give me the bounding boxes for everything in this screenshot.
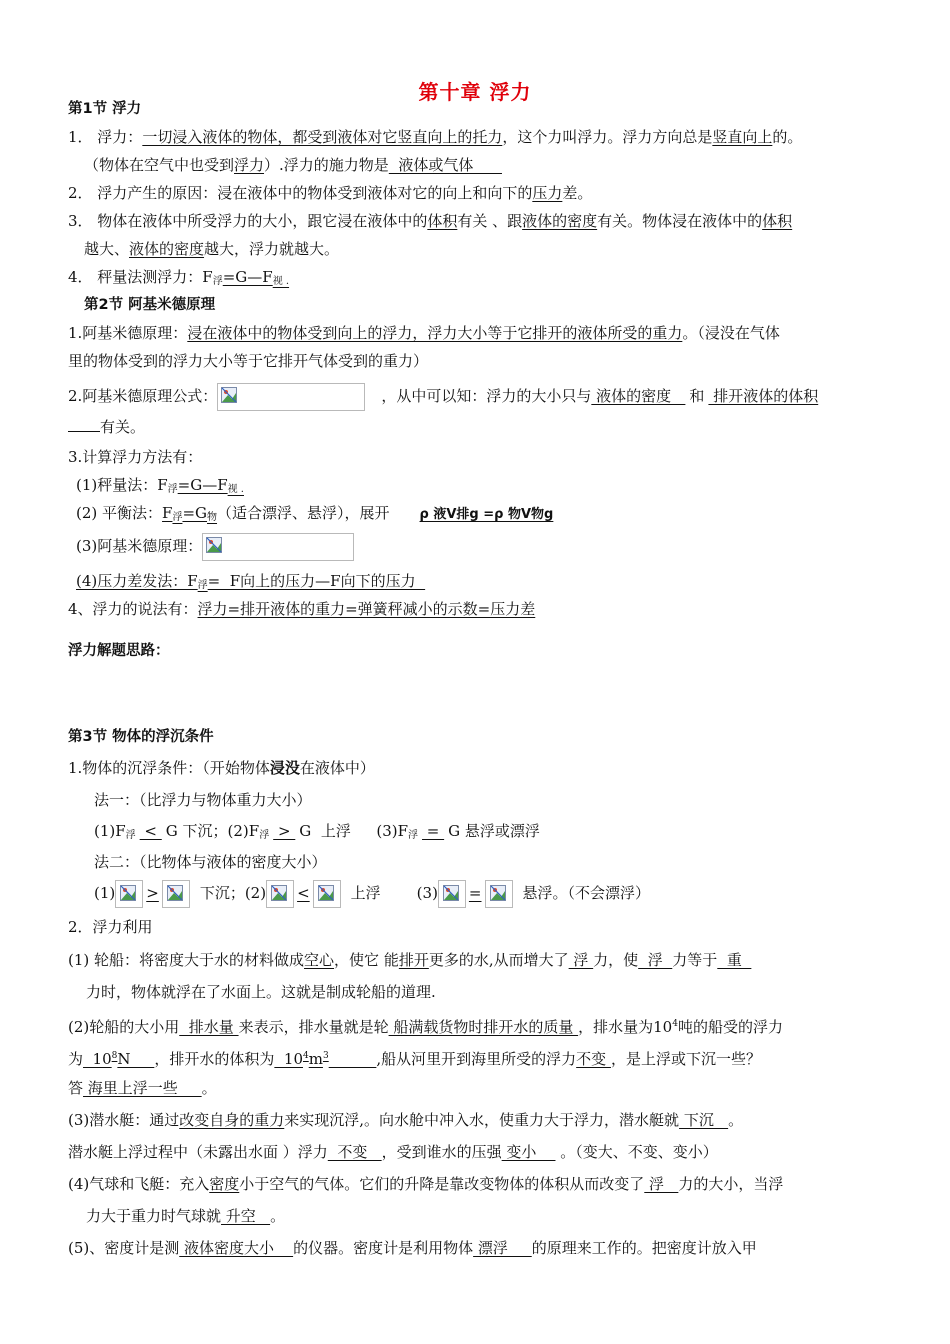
text-line: (1) > 下沉；(2) < 上浮 (3) = 悬浮。（不会漂浮） [94,880,650,908]
section-heading-1: 第1节 浮力 [68,101,142,117]
text-line: 里的物体受到的浮力大小等于它排开气体受到的重力） [68,352,429,370]
text-line: $(1)F_浮 < G$ 下沉；$(2)F_浮 > G$ 上浮 $(3)F_浮 = G$ 悬浮或漂浮 [94,822,540,841]
text-line: 2.阿基米德原理公式： ，从中可以知：浮力的大小只与 液体的密度 和 排开液体的体积 [68,383,818,411]
text-line: 法二：（比物体与液体的密度大小） [94,853,327,871]
text-line: (3)潜水艇：通过改变自身的重力来实现沉浮,。向水舱中冲入水，使重力大于浮力，潜水艇就 下沉 。 [68,1111,744,1129]
text-line: (2) 平衡法：$F_浮=G_物$（适合漂浮、悬浮），展开 ρ 液V排g =ρ 物V物g [76,504,554,523]
text-line: 3.计算浮力方法有： [68,448,203,466]
text-line: (4)气球和飞艇：充入密度小于空气的气体。它们的升降是靠改变物体的体积从而改变了 浮 力的大小，当浮 [68,1175,784,1193]
broken-image-icon [206,537,222,553]
text-line: 力大于重力时气球就 升空 。 [86,1207,286,1225]
text-line: 答 海里上浮一些 。 [68,1079,217,1097]
text-line: 有关。 [68,415,145,438]
section-heading-2: 第2节 阿基米德原理 [84,297,216,313]
text-line: 越大、液体的密度越大，浮力就越大。 [84,240,340,258]
rho-image [162,880,190,908]
text-line: (1)秤量法：$F_浮=G—F_{视 .}$ [76,476,244,495]
text-line: 4、浮力的说法有：浮力=排开液体的重力=弹簧秤减小的示数=压力差 [68,600,536,618]
text-line: 潜水艇上浮过程中（未露出水面 ）浮力 不变 ，受到谁水的压强 变小 。（变大、不变、变小） [68,1143,718,1161]
text-line: 1． 浮力：一切浸入液体的物体，都受到液体对它竖直向上的托力，这个力叫浮力。浮力方向总是竖直向上的。 [68,128,803,146]
text-line: 2．浮力利用 [68,918,153,936]
broken-image-icon [443,885,459,901]
text-line: （物体在空气中也受到浮力）.浮力的施力物是 液体或气体 [84,156,502,174]
text-line: 力时，物体就浮在了水面上。这就是制成轮船的道理. [86,983,436,1001]
formula-image [202,533,354,561]
text-line: (1) 轮船：将密度大于水的材料做成空心，使它 能排开更多的水,从而增大了 浮 力，使 浮 力等于 重 [68,951,752,969]
broken-image-icon [221,387,237,403]
broken-image-icon [271,885,287,901]
text-line: 为 $10^8N$ ，排开水的体积为 $10^4m^3$ ,船从河里开到海里所受的浮力不变 ，是上浮或下沉一些？ [68,1050,761,1068]
broken-image-icon [167,885,183,901]
text-line: (4)压力差发法：$F_浮= F$向上的压力—F向下的压力 [76,572,426,591]
text-line: 4． 秤量法测浮力：$F_浮=G—F_{视 .}$ [68,268,290,287]
text-line: (5)、密度计是测 液体密度大小 的仪器。密度计是利用物体 漂浮 的原理来工作的。把密度计放入甲 [68,1239,757,1257]
text-line: (2)轮船的大小用 排水量 来表示，排水量就是轮 船满载货物时排开水的质量 ，排水量为$10^4$吨的船受的浮力 [68,1018,783,1036]
formula-image [217,383,365,411]
rho-image [266,880,294,908]
text-line: 法一：（比浮力与物体重力大小） [94,791,312,809]
broken-image-icon [120,885,136,901]
text-line: (3)阿基米德原理： [76,533,354,561]
rho-image [115,880,143,908]
section-heading-3: 第3节 物体的浮沉条件 [68,729,214,745]
text-line: 1.阿基米德原理：浸在液体中的物体受到向上的浮力，浮力大小等于它排开的液体所受的重力。（浸没在气体 [68,324,780,342]
page-title: 第十章 浮力 [418,80,532,104]
text-line: 2． 浮力产生的原因：浸在液体中的物体受到液体对它的向上和向下的压力差。 [68,184,593,202]
broken-image-icon [318,885,334,901]
rho-image [313,880,341,908]
subheading: 浮力解题思路： [68,643,170,659]
text-line: 3． 物体在液体中所受浮力的大小，跟它浸在液体中的体积有关 、跟液体的密度有关。物体浸在液体中的体积 [68,212,793,230]
rho-image [438,880,466,908]
broken-image-icon [490,885,506,901]
rho-image [485,880,513,908]
text-line: 1.物体的沉浮条件：（开始物体浸没在液体中） [68,759,375,777]
